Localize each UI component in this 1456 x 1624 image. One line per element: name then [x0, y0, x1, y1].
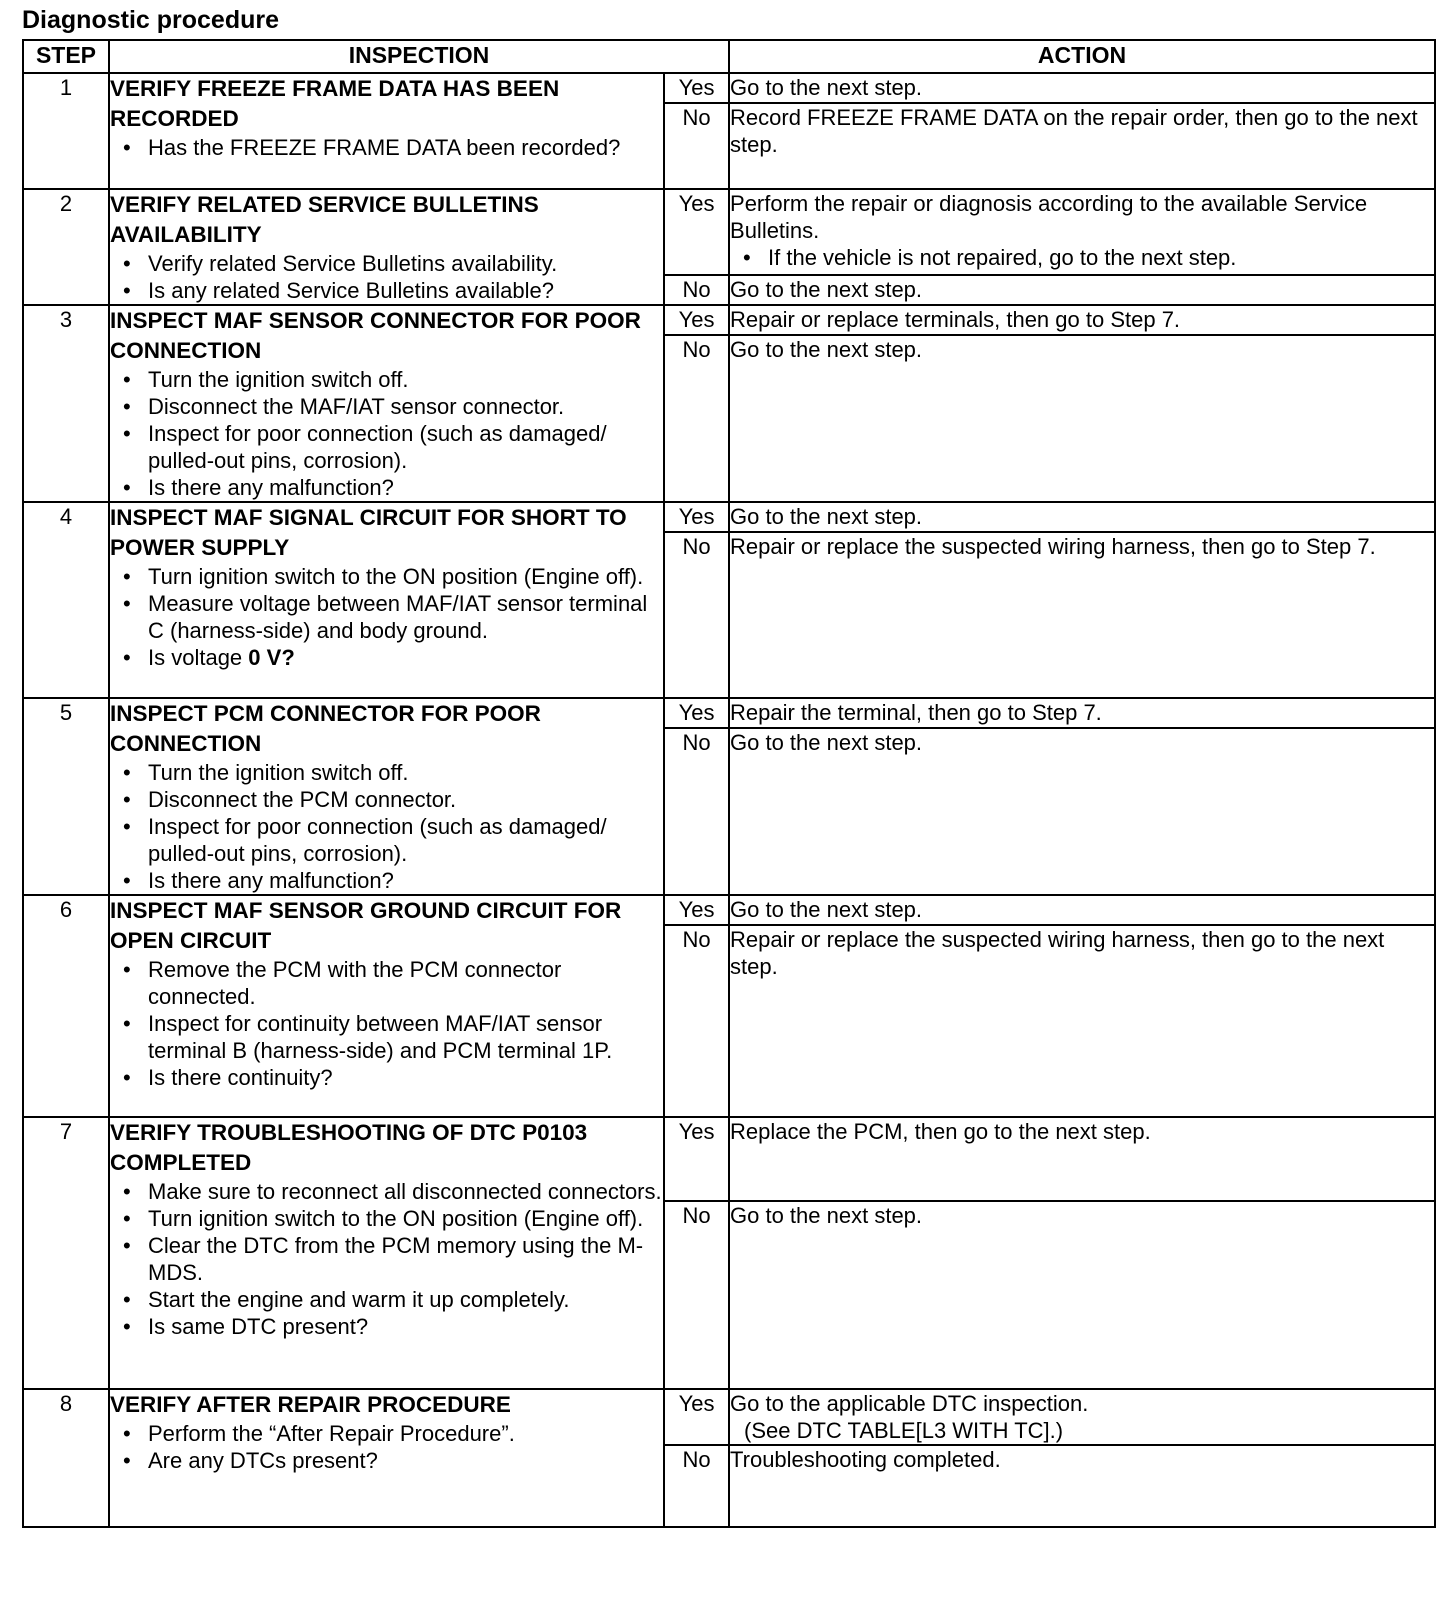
- header-inspection: INSPECTION: [109, 40, 729, 73]
- step-number: 3: [23, 305, 109, 502]
- inspection-cell: [109, 1389, 664, 1527]
- inspection-bullet: • Inspect for poor connection (such as damaged/ pulled-out pins, corrosion).: [110, 420, 663, 474]
- no-action: Go to the next step.: [729, 335, 1435, 502]
- inspection-bullet-voltage: [110, 644, 663, 671]
- inspection-bullet: • Perform the “After Repair Procedure”.: [110, 1420, 663, 1447]
- yes-label: Yes: [664, 895, 729, 925]
- inspection-bullets: [110, 1420, 663, 1474]
- yes-action: Go to the next step.: [729, 895, 1435, 925]
- step-number: 8: [23, 1389, 109, 1527]
- yes-action-bullets: [730, 244, 1434, 271]
- yes-label: Yes: [664, 1389, 729, 1445]
- inspection-cell: [109, 1117, 664, 1389]
- yes-action-cell: [729, 1389, 1435, 1445]
- yes-action: Perform the repair or diagnosis according to the available Service Bulletins.: [730, 191, 1368, 243]
- yes-action: Go to the next step.: [729, 73, 1435, 103]
- step-row: [23, 698, 1435, 728]
- inspection-bullet: • Is there any malfunction?: [110, 867, 663, 894]
- inspection-cell: [109, 305, 664, 502]
- inspection-bullets: [110, 956, 663, 1091]
- inspection-cell: [109, 698, 664, 895]
- no-label: No: [664, 532, 729, 698]
- page-title: Diagnostic procedure: [22, 6, 279, 34]
- inspection-bullet: • Measure voltage between MAF/IAT sensor terminal C (harness-side) and body ground.: [110, 590, 663, 644]
- inspection-bullets: [110, 366, 663, 501]
- dtc-table-reference: (See DTC TABLE[L3 WITH TC].): [744, 1418, 1064, 1443]
- inspection-bullet: • Turn the ignition switch off.: [110, 366, 663, 393]
- no-label: No: [664, 1445, 729, 1527]
- inspection-bullet: • Are any DTCs present?: [110, 1447, 663, 1474]
- no-action: Go to the next step.: [729, 1201, 1435, 1389]
- inspection-cell: [109, 189, 664, 305]
- inspection-bullet: • Turn the ignition switch off.: [110, 759, 663, 786]
- inspection-bullet: • Is there any malfunction?: [110, 474, 663, 501]
- inspection-cell: [109, 73, 664, 189]
- yes-action: Go to the next step.: [729, 502, 1435, 532]
- inspection-title: INSPECT MAF SENSOR GROUND CIRCUIT FOR OPEN CIRCUIT: [110, 898, 622, 953]
- no-label: No: [664, 728, 729, 895]
- inspection-cell: [109, 895, 664, 1117]
- no-action: Go to the next step.: [729, 728, 1435, 895]
- inspection-bullet: • Verify related Service Bulletins availability.: [110, 250, 663, 277]
- header-action: ACTION: [729, 40, 1435, 73]
- inspection-bullet: • Turn ignition switch to the ON position (Engine off).: [110, 563, 663, 590]
- inspection-bullet: • Turn ignition switch to the ON position (Engine off).: [110, 1205, 663, 1232]
- step-row: [23, 305, 1435, 335]
- inspection-bullet: • Make sure to reconnect all disconnected connectors.: [110, 1178, 663, 1205]
- inspection-bullet: • Start the engine and warm it up completely.: [110, 1286, 663, 1313]
- no-label: No: [664, 1201, 729, 1389]
- inspection-bullet: • Clear the DTC from the PCM memory using the M-MDS.: [110, 1232, 663, 1286]
- yes-action-bullet: • If the vehicle is not repaired, go to the next step.: [730, 244, 1434, 271]
- no-action: Record FREEZE FRAME DATA on the repair order, then go to the next step.: [729, 103, 1435, 189]
- yes-label: Yes: [664, 698, 729, 728]
- header-step: STEP: [23, 40, 109, 73]
- yes-label: Yes: [664, 189, 729, 275]
- inspection-bullet: • Disconnect the PCM connector.: [110, 786, 663, 813]
- diagnostic-table: [22, 39, 1436, 1528]
- no-label: No: [664, 275, 729, 305]
- step-row: [23, 502, 1435, 532]
- inspection-bullet: • Inspect for continuity between MAF/IAT sensor terminal B (harness-side) and PCM terminal 1P.: [110, 1010, 663, 1064]
- no-label: No: [664, 103, 729, 189]
- inspection-title: VERIFY AFTER REPAIR PROCEDURE: [110, 1392, 511, 1417]
- step-row: [23, 895, 1435, 925]
- inspection-bullets: [110, 759, 663, 894]
- step-number: 7: [23, 1117, 109, 1389]
- step-number: 2: [23, 189, 109, 305]
- inspection-bullet: • Inspect for poor connection (such as damaged/ pulled-out pins, corrosion).: [110, 813, 663, 867]
- step-row: [23, 1389, 1435, 1445]
- step-number: 4: [23, 502, 109, 698]
- inspection-bullet: • Has the FREEZE FRAME DATA been recorded?: [110, 134, 663, 161]
- no-action: Repair or replace the suspected wiring harness, then go to Step 7.: [729, 532, 1435, 698]
- step-row: [23, 73, 1435, 103]
- inspection-bullets: [110, 1178, 663, 1340]
- inspection-bullets: [110, 134, 663, 161]
- inspection-title: VERIFY RELATED SERVICE BULLETINS AVAILABILITY: [110, 192, 539, 247]
- yes-label: Yes: [664, 1117, 729, 1201]
- inspection-bullet: • Is any related Service Bulletins available?: [110, 277, 663, 304]
- inspection-title: INSPECT MAF SENSOR CONNECTOR FOR POOR CONNECTION: [110, 308, 641, 363]
- yes-action: Repair or replace terminals, then go to Step 7.: [729, 305, 1435, 335]
- yes-action-cell: [729, 189, 1435, 275]
- step-number: 6: [23, 895, 109, 1117]
- no-action: Go to the next step.: [729, 275, 1435, 305]
- inspection-title: VERIFY FREEZE FRAME DATA HAS BEEN RECORDED: [110, 76, 560, 131]
- step-number: 5: [23, 698, 109, 895]
- inspection-title: VERIFY TROUBLESHOOTING OF DTC P0103 COMPLETED: [110, 1120, 588, 1175]
- inspection-bullets: [110, 563, 663, 671]
- step-number: 1: [23, 73, 109, 189]
- step-row: [23, 1117, 1435, 1201]
- inspection-bullet: • Is same DTC present?: [110, 1313, 663, 1340]
- yes-label: Yes: [664, 73, 729, 103]
- step-row: [23, 189, 1435, 275]
- inspection-title: INSPECT PCM CONNECTOR FOR POOR CONNECTION: [110, 701, 541, 756]
- no-action: Repair or replace the suspected wiring harness, then go to the next step.: [729, 925, 1435, 1117]
- inspection-bullet: • Remove the PCM with the PCM connector connected.: [110, 956, 663, 1010]
- yes-label: Yes: [664, 305, 729, 335]
- yes-action: Repair the terminal, then go to Step 7.: [729, 698, 1435, 728]
- voltage-question: Is voltage: [148, 645, 243, 670]
- inspection-title: INSPECT MAF SIGNAL CIRCUIT FOR SHORT TO POWER SUPPLY: [110, 505, 627, 560]
- voltage-value: 0 V?: [248, 645, 295, 670]
- header-row: [23, 40, 1435, 73]
- yes-action: Go to the applicable DTC inspection.: [730, 1391, 1089, 1416]
- inspection-bullet: • Disconnect the MAF/IAT sensor connector.: [110, 393, 663, 420]
- inspection-bullets: [110, 250, 663, 304]
- inspection-cell: [109, 502, 664, 698]
- no-label: No: [664, 335, 729, 502]
- yes-action: Replace the PCM, then go to the next step.: [729, 1117, 1435, 1201]
- inspection-bullet: • Is there continuity?: [110, 1064, 663, 1091]
- yes-label: Yes: [664, 502, 729, 532]
- no-action: Troubleshooting completed.: [729, 1445, 1435, 1527]
- no-label: No: [664, 925, 729, 1117]
